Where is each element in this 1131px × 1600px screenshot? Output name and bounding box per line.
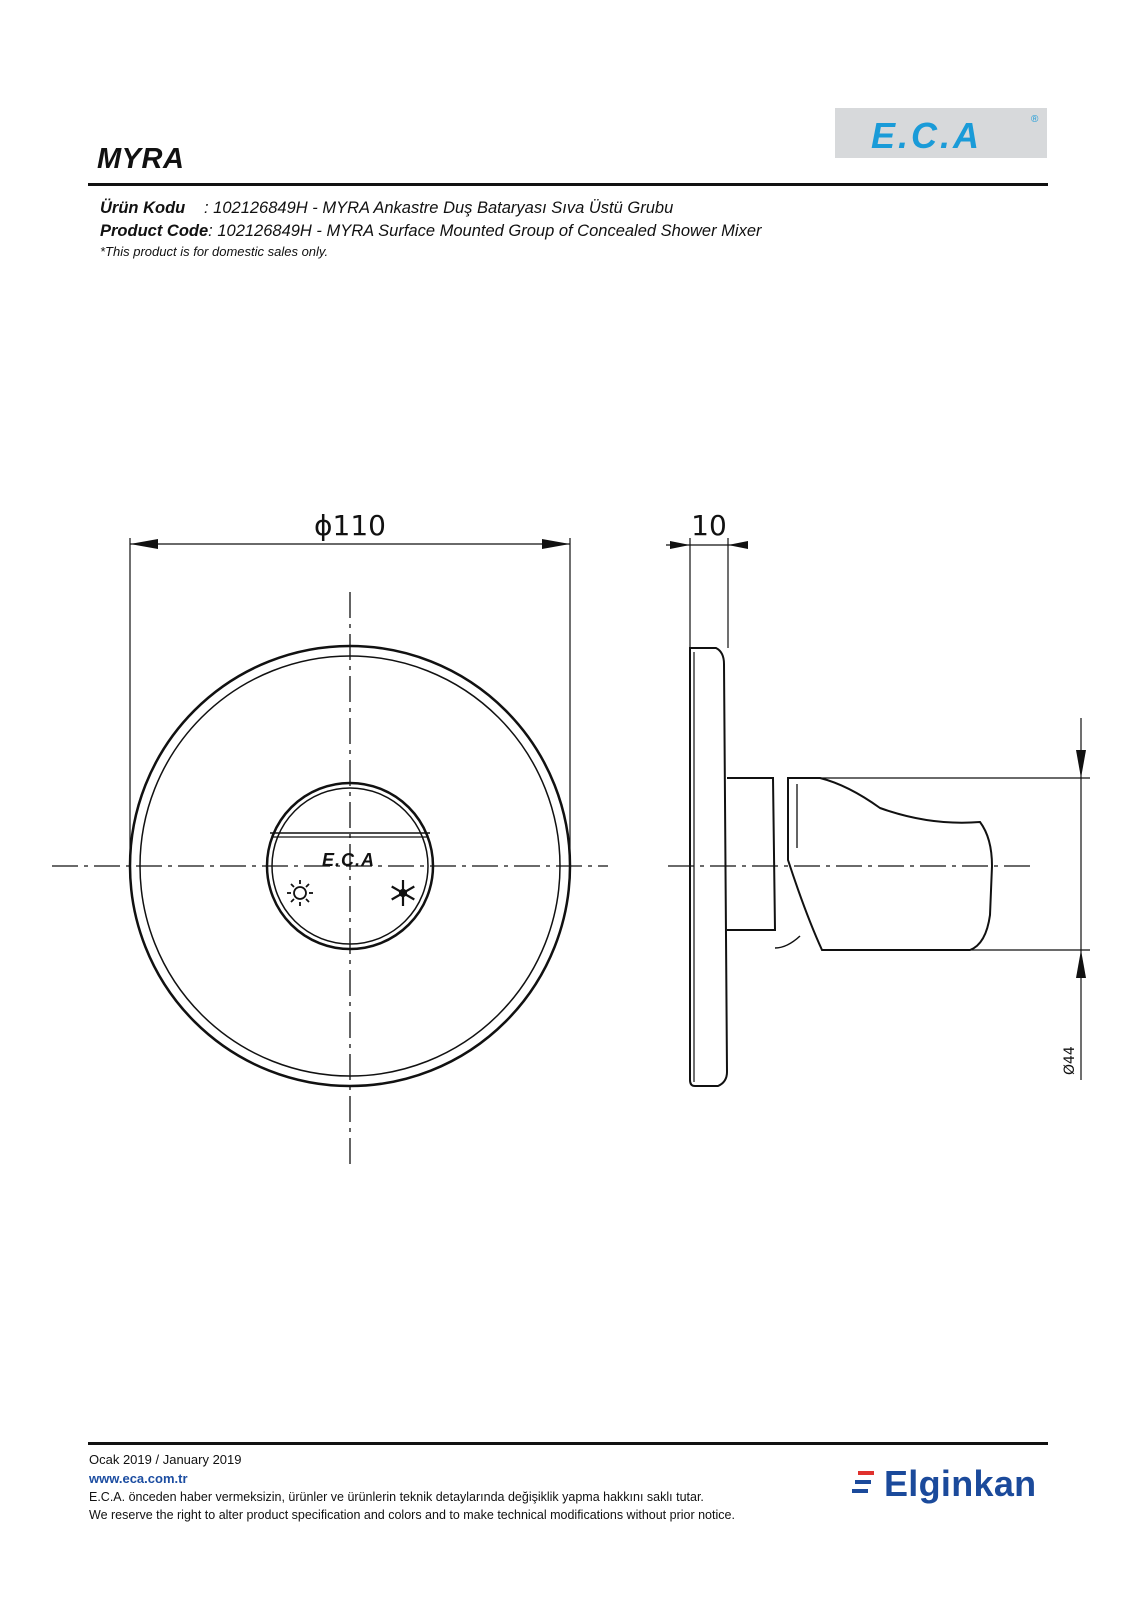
dim-diameter-label: ϕ110 [314, 509, 386, 542]
dim-depth-label: 10 [691, 509, 727, 542]
dim-arrow-right [542, 539, 570, 549]
footer-notice-en: We reserve the right to alter product specification and colors and to make technical modifications without prior notice. [89, 1508, 735, 1522]
front-view [52, 509, 608, 1167]
header-divider [88, 183, 1048, 186]
hot-sun-icon [287, 880, 313, 906]
handle-dim-arrow-bottom [1076, 950, 1086, 978]
handle-dim-arrow-top [1076, 750, 1086, 778]
technical-drawing [0, 500, 1131, 1200]
cold-snowflake-icon [392, 880, 415, 906]
depth-arrow-left [670, 541, 690, 549]
eca-logo [835, 108, 1047, 158]
product-code-tr-value: : 102126849H - MYRA Ankastre Duş Bataryası Sıva Üstü Grubu [204, 199, 674, 217]
footer-notice-tr: E.C.A. önceden haber vermeksizin, ürünler ve ürünlerin teknik detaylarında değişiklik yapma hakkını saklı tutar. [89, 1490, 704, 1504]
product-code-en [100, 222, 762, 241]
product-code-tr [100, 199, 673, 218]
eca-logo-text: E.C.A [871, 115, 983, 156]
page-title: MYRA [97, 143, 185, 175]
face-eca-logo: E.C.A [322, 850, 376, 870]
elginkan-logo [850, 1463, 1037, 1506]
elginkan-logo-text: Elginkan [884, 1463, 1037, 1504]
dim-handle-label: Ø44 [1062, 1046, 1078, 1075]
handle-profile [788, 778, 992, 950]
footer-website-link[interactable]: www.eca.com.tr [89, 1471, 188, 1486]
elginkan-mark-icon [850, 1467, 880, 1501]
dim-arrow-left [130, 539, 158, 549]
domestic-sales-note: *This product is for domestic sales only. [100, 244, 329, 259]
depth-arrow-right [728, 541, 748, 549]
spindle-sleeve [727, 778, 775, 930]
side-view [666, 509, 1090, 1086]
product-code-en-value: : 102126849H - MYRA Surface Mounted Group of Concealed Shower Mixer [208, 222, 762, 240]
footer-divider [88, 1442, 1048, 1445]
product-code-en-label: Product Code [100, 222, 209, 240]
product-code-tr-label: Ürün Kodu [100, 199, 186, 217]
registered-mark: ® [1031, 114, 1039, 125]
rosette-profile [690, 648, 727, 1086]
sleeve-curve [775, 936, 800, 948]
footer-date: Ocak 2019 / January 2019 [89, 1452, 242, 1467]
